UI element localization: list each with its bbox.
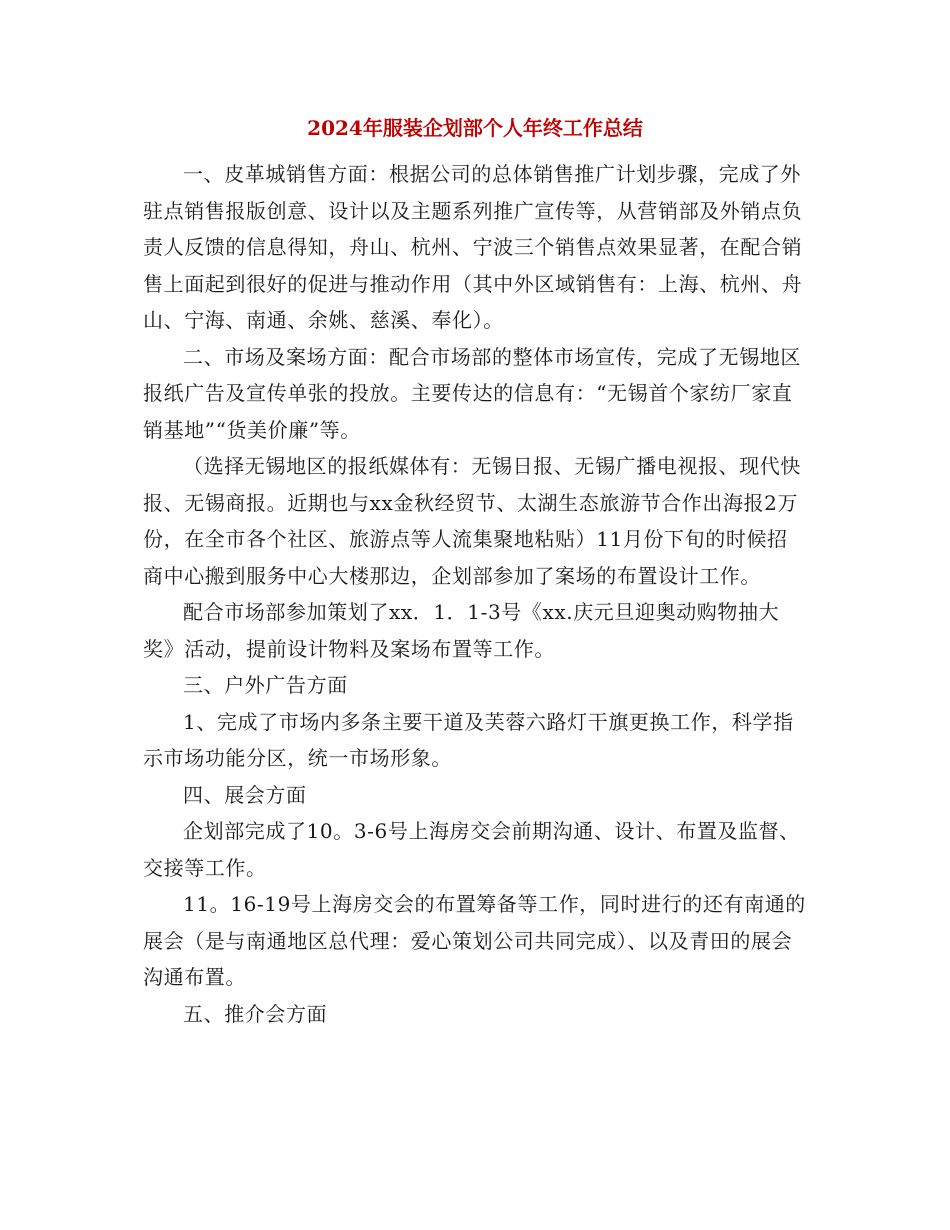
heading-outdoor-advertising: 三、户外广告方面 — [183, 673, 348, 697]
paragraph-november-fair: 11。16-19号上海房交会的布置筹备等工作，同时进行的还有南通的展会（是与南通地区总代理：爱心策划公司共同完成）、以及青田的展会沟通布置。 — [143, 892, 806, 989]
document-body — [143, 156, 807, 1032]
paragraph-new-year-event: 配合市场部参加策划了xx．1．1-3号《xx.庆元旦迎奥动购物抽大奖》活动，提前设计物料及案场布置等工作。 — [143, 600, 780, 661]
paragraph-newspaper-media: （选择无锡地区的报纸媒体有：无锡日报、无锡广播电视报、现代快报、无锡商报。近期也与xx金秋经贸节、太湖生态旅游节合作出海报2万份，在全市各个社区、旅游点等人流集聚地粘贴）11月份下旬的时候招商中心搬到服务中心大楼那边，企划部参加了案场的布置设计工作。 — [143, 454, 801, 588]
paragraph-october-fair: 企划部完成了10。3-6号上海房交会前期沟通、设计、布置及监督、交接等工作。 — [143, 819, 800, 880]
paragraph-leather-city-sales: 一、皮革城销售方面：根据公司的总体销售推广计划步骤，完成了外驻点销售报版创意、设计以及主题系列推广宣传等，从营销部及外销点负责人反馈的信息得知，舟山、杭州、宁波三个销售点效果显著，在配合销售上面起到很好的促进与推动作用（其中外区域销售有：上海、杭州、舟山、宁海、南通、余姚、慈溪、奉化）。 — [143, 162, 803, 332]
paragraph-market-and-sales-site: 二、市场及案场方面：配合市场部的整体市场宣传，完成了无锡地区报纸广告及宣传单张的投放。主要传达的信息有：“无锡首个家纺厂家直销基地”“货美价廉”等。 — [143, 344, 801, 442]
document-title: 2024年服装企划部个人年终工作总结 — [307, 116, 643, 140]
paragraph-street-flags: 1、完成了市场内多条主要干道及芙蓉六路灯干旗更换工作，科学指示市场功能分区，统一市场形象。 — [143, 709, 794, 770]
heading-promotion-events: 五、推介会方面 — [183, 1001, 328, 1026]
heading-exhibitions: 四、展会方面 — [183, 782, 307, 807]
